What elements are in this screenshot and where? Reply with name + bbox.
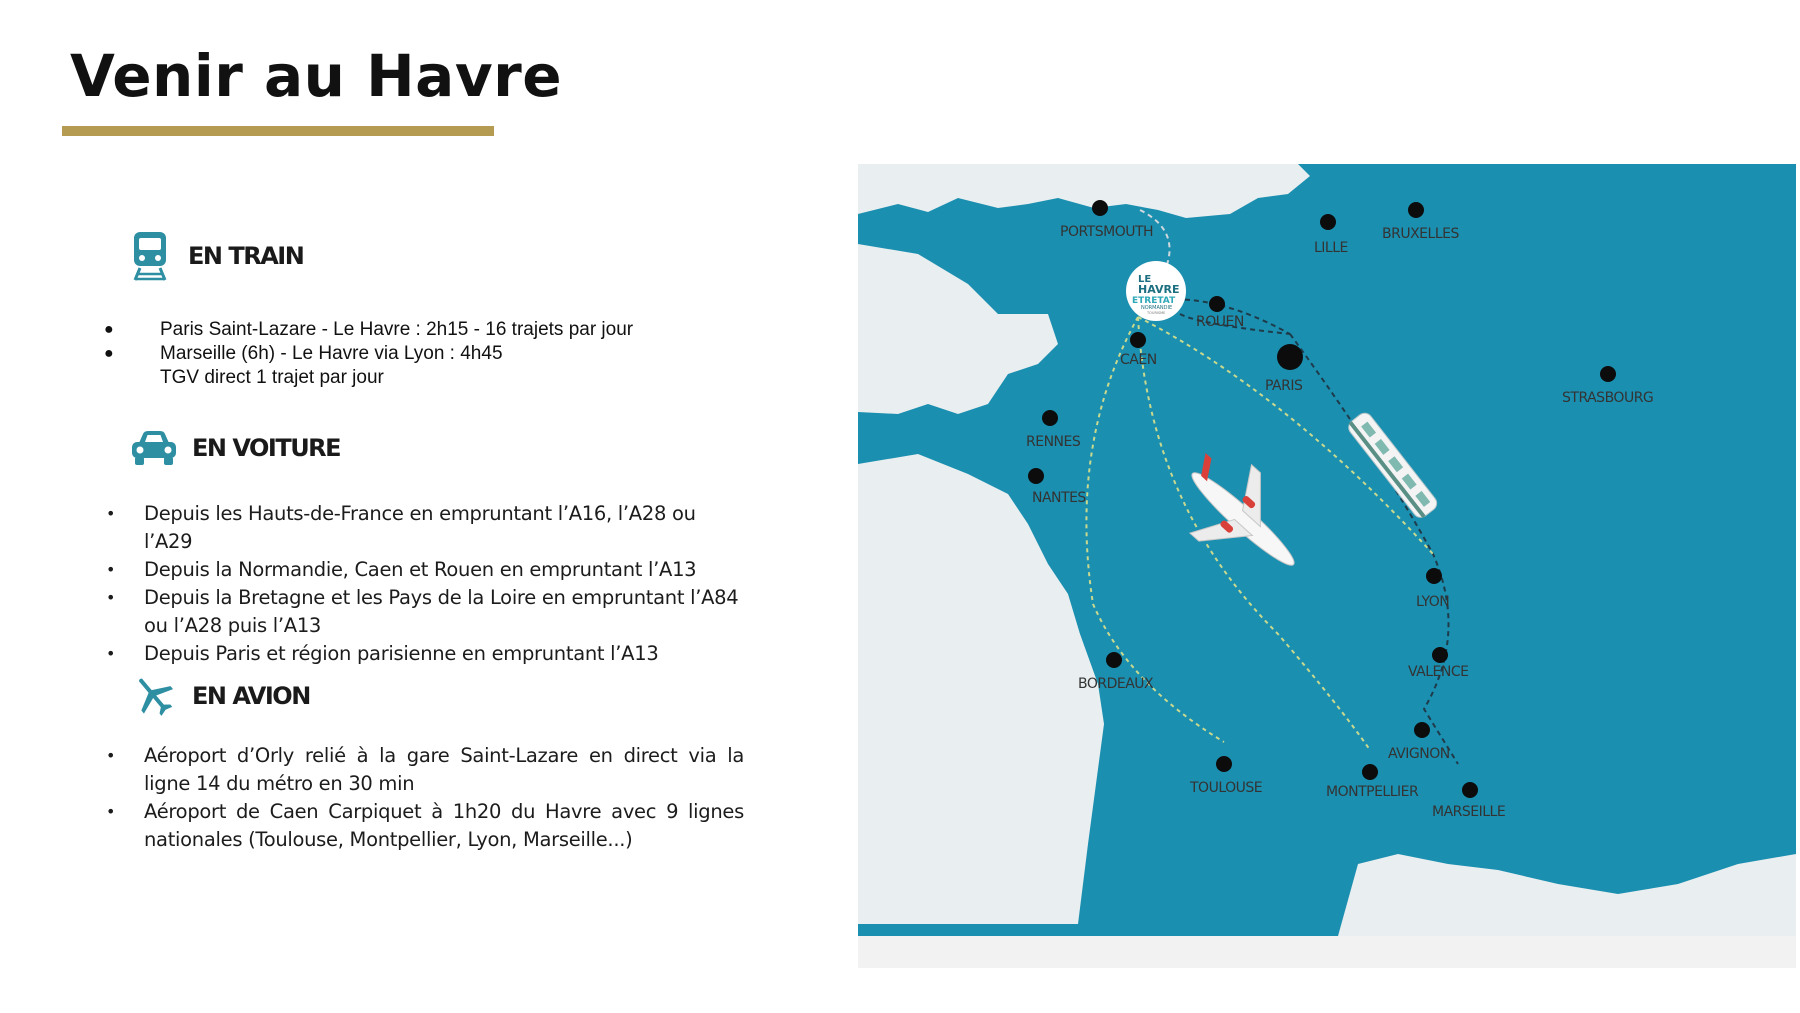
title-underline <box>62 126 494 136</box>
bullet-icon: • <box>106 588 116 607</box>
city-dot-rouen <box>1209 296 1225 312</box>
bullet-icon: • <box>106 560 116 579</box>
list-item: • Depuis Paris et région parisienne en empruntant l’A13 <box>104 640 744 668</box>
train-icon <box>126 232 174 280</box>
city-label-lyon: LYON <box>1416 594 1450 610</box>
city-dot-marseille <box>1462 782 1478 798</box>
svg-text:LE: LE <box>1138 274 1152 285</box>
city-label-toulouse: TOULOUSE <box>1190 780 1263 796</box>
bullet-icon: • <box>106 746 116 765</box>
car-icon <box>130 424 178 472</box>
car-section-heading <box>130 424 340 472</box>
train-list <box>104 318 724 390</box>
bullet-icon: • <box>106 504 116 523</box>
city-label-rouen: ROUEN <box>1196 314 1244 330</box>
bullet-icon: • <box>106 644 116 663</box>
city-label-avignon: AVIGNON <box>1388 746 1450 762</box>
city-label-rennes: RENNES <box>1026 434 1081 450</box>
car-heading: EN VOITURE <box>192 434 341 462</box>
svg-text:ETRETAT: ETRETAT <box>1132 296 1176 306</box>
svg-text:HAVRE: HAVRE <box>1138 283 1180 296</box>
svg-text:TOURISME: TOURISME <box>1147 311 1166 315</box>
city-dot-lyon <box>1426 568 1442 584</box>
map-canvas <box>858 164 1796 968</box>
airplane-icon <box>130 672 178 720</box>
city-dot-bordeaux <box>1106 652 1122 668</box>
city-label-marseille: MARSEILLE <box>1432 804 1506 820</box>
plane-section-heading <box>130 672 310 720</box>
train-heading: EN TRAIN <box>188 242 304 270</box>
city-dot-paris <box>1277 344 1303 370</box>
city-dot-valence <box>1432 647 1448 663</box>
city-dot-nantes <box>1028 468 1044 484</box>
list-item: • Depuis les Hauts-de-France en empruntant l’A16, l’A28 ou l’A29 <box>106 502 696 553</box>
city-dot-portsmouth <box>1092 200 1108 216</box>
city-dot-strasbourg <box>1600 366 1616 382</box>
city-label-bordeaux: BORDEAUX <box>1078 676 1154 692</box>
city-dot-bruxelles <box>1408 202 1424 218</box>
city-label-lille: LILLE <box>1314 240 1348 256</box>
bullet-icon: • <box>106 802 116 821</box>
city-dot-avignon <box>1414 722 1430 738</box>
page-title: Venir au Havre <box>70 42 563 110</box>
city-dot-rennes <box>1042 410 1058 426</box>
list-item: • Depuis la Normandie, Caen et Rouen en empruntant l’A13 <box>104 556 744 584</box>
city-label-caen: CAEN <box>1120 352 1157 368</box>
city-label-strasbourg: STRASBOURG <box>1562 390 1654 406</box>
plane-list <box>104 742 744 854</box>
city-label-nantes: NANTES <box>1032 490 1086 506</box>
city-label-bruxelles: BRUXELLES <box>1382 226 1459 242</box>
train-section-heading <box>126 232 303 280</box>
city-dot-caen <box>1130 332 1146 348</box>
city-label-paris: PARIS <box>1265 378 1303 394</box>
bullet-icon: ● <box>104 321 114 338</box>
le-havre-logo <box>1126 261 1186 321</box>
list-item: ● Paris Saint-Lazare - Le Havre : 2h15 - 16 trajets par jour <box>104 319 634 340</box>
list-item: • Depuis la Bretagne et les Pays de la Loire en empruntant l’A84 ou l’A28 puis l’A13 <box>106 586 739 637</box>
city-dot-toulouse <box>1216 756 1232 772</box>
list-item: ● Marseille (6h) - Le Havre via Lyon : 4h45 TGV direct 1 trajet par jour <box>104 343 503 388</box>
city-dot-montpellier <box>1362 764 1378 780</box>
city-label-portsmouth: PORTSMOUTH <box>1060 224 1154 240</box>
city-dot-lille <box>1320 214 1336 230</box>
list-item: • Aéroport d’Orly relié à la gare Saint-Lazare en direct via la ligne 14 du métro en 30 min <box>106 744 744 795</box>
plane-heading: EN AVION <box>192 682 310 710</box>
bullet-icon: ● <box>104 345 114 362</box>
france-map <box>858 164 1796 968</box>
city-label-valence: VALENCE <box>1408 664 1469 680</box>
city-label-montpellier: MONTPELLIER <box>1326 784 1419 800</box>
car-list <box>104 500 744 668</box>
list-item: • Aéroport de Caen Carpiquet à 1h20 du Havre avec 9 lignes nationales (Toulouse, Montpellier, Lyon, Marseille...) <box>106 800 744 851</box>
svg-text:NORMANDIE: NORMANDIE <box>1141 305 1173 311</box>
